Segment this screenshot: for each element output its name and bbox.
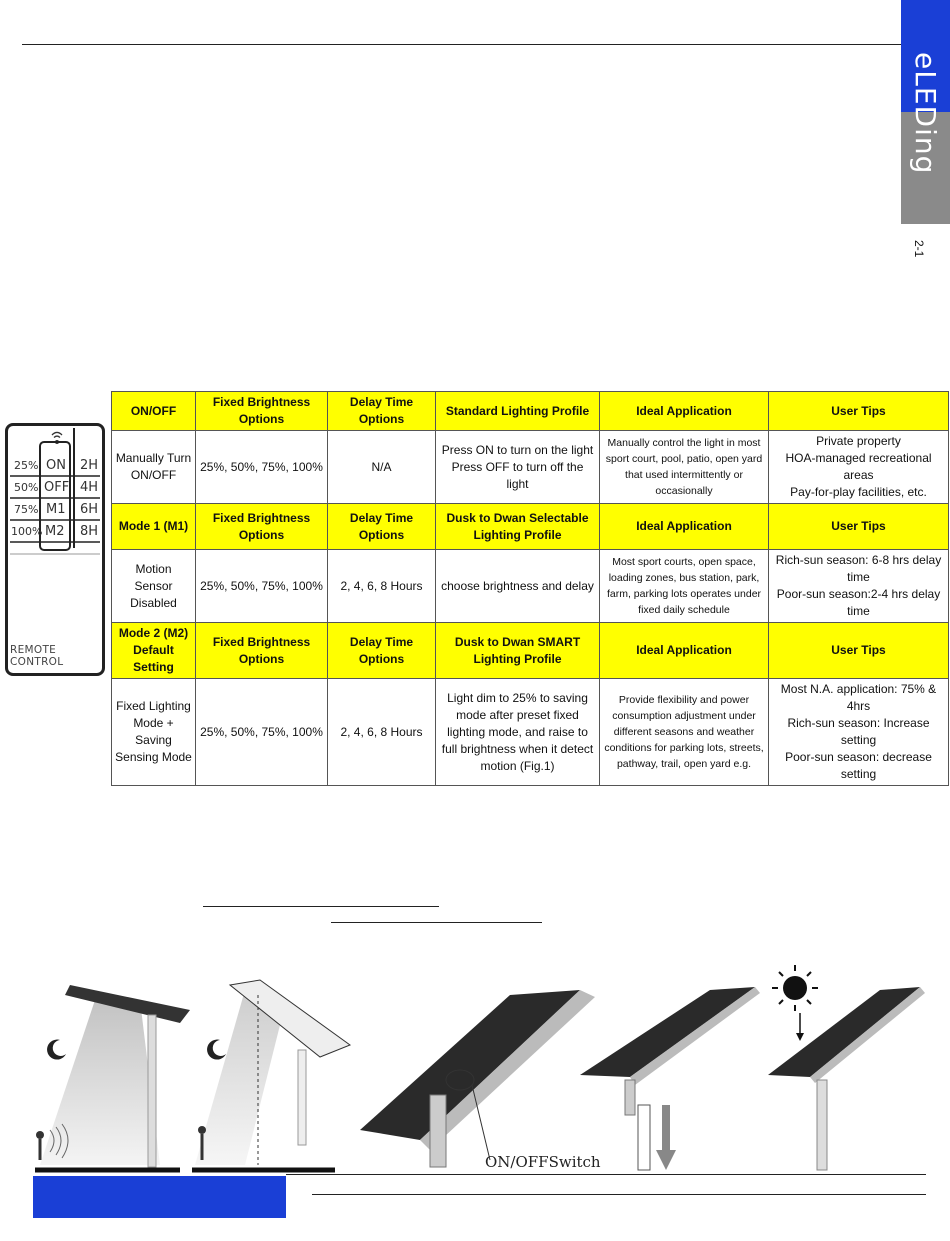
modes-table [111,391,949,786]
header-cell: User Tips [769,392,949,431]
header-cell: Fixed Brightness Options [196,504,328,550]
key-on: ON [46,458,66,473]
table-cell: Provide flexibility and power consumption adjustment under different seasons and weather conditions for parking lots, streets, pathway, trail, open yard e.g. [600,679,769,786]
key-off: OFF [44,480,70,495]
remote-control [5,423,105,676]
switch-scene [360,990,601,1171]
header-cell: Ideal Application [600,392,769,431]
header-cell: Delay Time Options [328,504,436,550]
table-cell: 2, 4, 6, 8 Hours [328,550,436,623]
header-cell: Ideal Application [600,623,769,679]
key-8h: 8H [80,524,99,539]
table-row [112,679,949,786]
table-cell: N/A [328,431,436,504]
header-cell: Ideal Application [600,504,769,550]
table-cell: choose brightness and delay [436,550,600,623]
key-m1: M1 [46,502,66,517]
switch-label: ON/OFFSwitch [485,1153,601,1171]
table-cell: 25%, 50%, 75%, 100% [196,679,328,786]
header-cell: Fixed Brightness Options [196,392,328,431]
brand-tab [901,0,950,224]
footer-rule [312,1194,926,1195]
key-2h: 2H [80,458,99,473]
footer-bar [33,1176,286,1218]
header-cell: Mode 2 (M2) Default Setting [112,623,196,679]
brand-name: eLEDing [909,52,942,175]
header-cell: Dusk to Dwan SMART Lighting Profile [436,623,600,679]
page-number: 2-1 [912,240,926,258]
table-cell: Motion Sensor Disabled [112,550,196,623]
key-50: 50% [14,481,39,494]
key-75: 75% [14,503,39,516]
key-4h: 4H [80,480,99,495]
table-cell: Manually Turn ON/OFF [112,431,196,504]
key-6h: 6H [80,502,99,517]
remote-label: REMOTE CONTROL [10,644,64,668]
table-cell: Press ON to turn on the light Press OFF to turn off the light [436,431,600,504]
header-cell: Standard Lighting Profile [436,392,600,431]
table-row [112,431,949,504]
header-cell: User Tips [769,504,949,550]
table-cell: 25%, 50%, 75%, 100% [196,550,328,623]
table-cell: Most sport courts, open space, loading zones, bus station, park, farm, parking lots operates under fixed daily schedule [600,550,769,623]
header-cell: Dusk to Dwan Selectable Lighting Profile [436,504,600,550]
table-row [112,550,949,623]
header-cell: Delay Time Options [328,392,436,431]
key-25: 25% [14,459,39,472]
key-100: 100% [11,525,43,538]
underline-rule [203,906,439,907]
table-cell: Most N.A. application: 75% & 4hrs Rich-sun season: Increase setting Poor-sun season: decrease setting [769,679,949,786]
table-cell: Light dim to 25% to saving mode after preset fixed lighting mode, and raise to full brightness when it detect motion (Fig.1) [436,679,600,786]
dimmed-scene [580,987,760,1170]
underline-rule [331,922,542,923]
table-cell: Manually control the light in most sport court, pool, patio, open yard that used intermittently or occasionally [600,431,769,504]
header-cell: Delay Time Options [328,623,436,679]
header-cell: ON/OFF [112,392,196,431]
charging-scene [768,965,925,1170]
table-cell: Fixed Lighting Mode + Saving Sensing Mode [112,679,196,786]
header-cell: Mode 1 (M1) [112,504,196,550]
header-cell: User Tips [769,623,949,679]
table-cell: Rich-sun season: 6-8 hrs delay time Poor-sun season:2-4 hrs delay time [769,550,949,623]
sun-icon [783,976,807,1000]
table-header-row [112,504,949,550]
key-m2: M2 [45,524,65,539]
table-cell: Private property HOA-managed recreational areas Pay-for-play facilities, etc. [769,431,949,504]
table-cell: 25%, 50%, 75%, 100% [196,431,328,504]
top-rule [22,44,902,45]
motion-scene-2 [192,980,350,1170]
table-cell: 2, 4, 6, 8 Hours [328,679,436,786]
table-header-row [112,392,949,431]
header-cell: Fixed Brightness Options [196,623,328,679]
table-header-row [112,623,949,679]
fixture-illustrations [20,955,940,1175]
motion-scene-1 [35,985,190,1170]
footer-rule [286,1174,926,1175]
